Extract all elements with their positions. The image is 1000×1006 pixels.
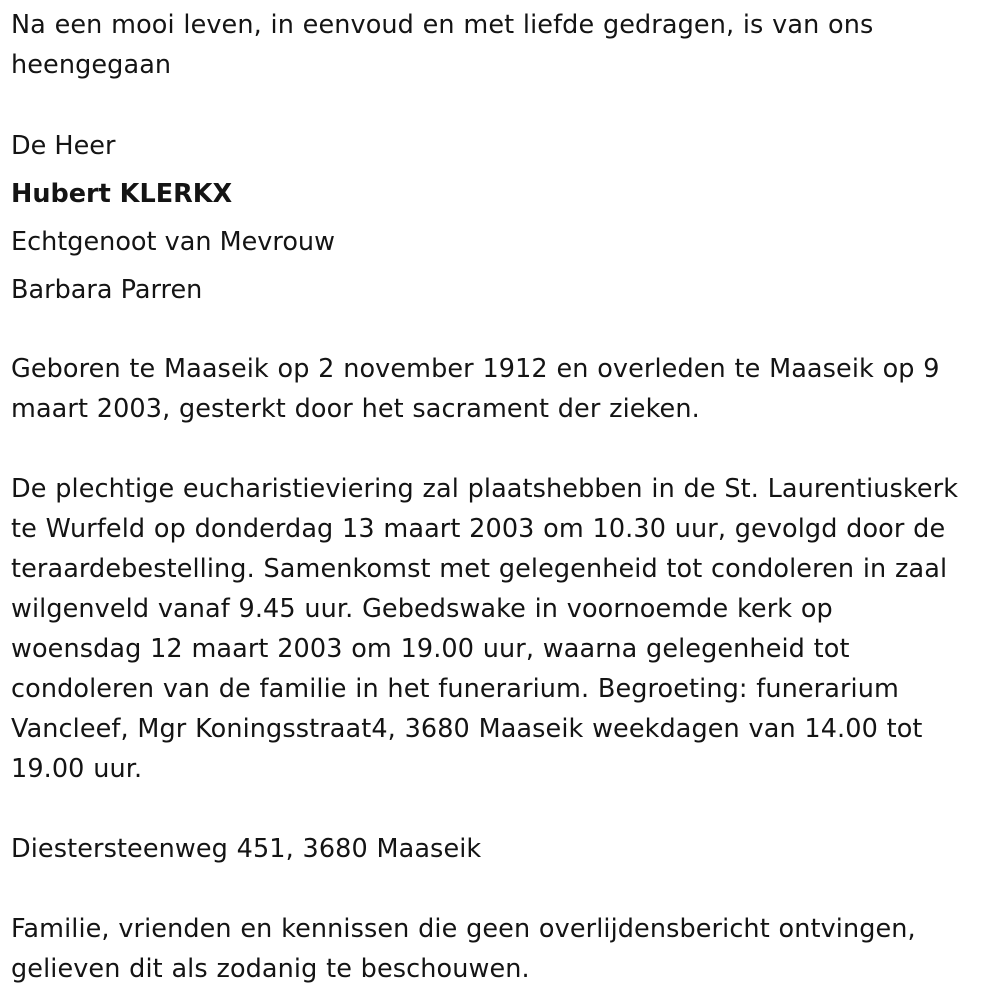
relation-text: Echtgenoot van Mevrouw xyxy=(11,227,335,257)
ceremony-line-1: De plechtige eucharistieviering zal plaatshebben in de St. Laurentiuskerk xyxy=(11,474,959,504)
spouse-name: Barbara Parren xyxy=(11,275,203,305)
ceremony-line-7: Vancleef, Mgr Koningsstraat4, 3680 Maaseik weekdagen van 14.00 tot xyxy=(11,714,923,744)
home-address: Diestersteenweg 451, 3680 Maaseik xyxy=(11,834,482,864)
salutation: De Heer xyxy=(11,131,116,161)
ceremony-line-8: 19.00 uur. xyxy=(11,754,143,784)
ceremony-paragraph xyxy=(11,469,991,789)
birth-death-paragraph xyxy=(11,349,991,429)
address-paragraph xyxy=(11,829,991,869)
ceremony-line-5: woensdag 12 maart 2003 om 19.00 uur, waarna gelegenheid tot xyxy=(11,634,850,664)
deceased-name: Hubert KLERKX xyxy=(11,179,233,209)
ceremony-line-3: teraardebestelling. Samenkomst met gelegenheid tot condoleren in zaal xyxy=(11,554,948,584)
closing-line-1: Familie, vrienden en kennissen die geen overlijdensbericht ontvingen, xyxy=(11,914,916,944)
intro-line-1: Na een mooi leven, in eenvoud en met liefde gedragen, is van ons xyxy=(11,10,874,40)
ceremony-line-6: condoleren van de familie in het funerarium. Begroeting: funerarium xyxy=(11,674,899,704)
birth-death-line-1: Geboren te Maaseik op 2 november 1912 en overleden te Maaseik op 9 xyxy=(11,354,940,384)
intro-paragraph xyxy=(11,5,991,85)
birth-death-line-2: maart 2003, gesterkt door het sacrament der zieken. xyxy=(11,394,700,424)
closing-line-2: gelieven dit als zodanig te beschouwen. xyxy=(11,954,530,984)
ceremony-line-4: wilgenveld vanaf 9.45 uur. Gebedswake in voornoemde kerk op xyxy=(11,594,833,624)
intro-line-2: heengegaan xyxy=(11,50,172,80)
closing-paragraph xyxy=(11,909,991,989)
ceremony-line-2: te Wurfeld op donderdag 13 maart 2003 om 10.30 uur, gevolgd door de xyxy=(11,514,946,544)
